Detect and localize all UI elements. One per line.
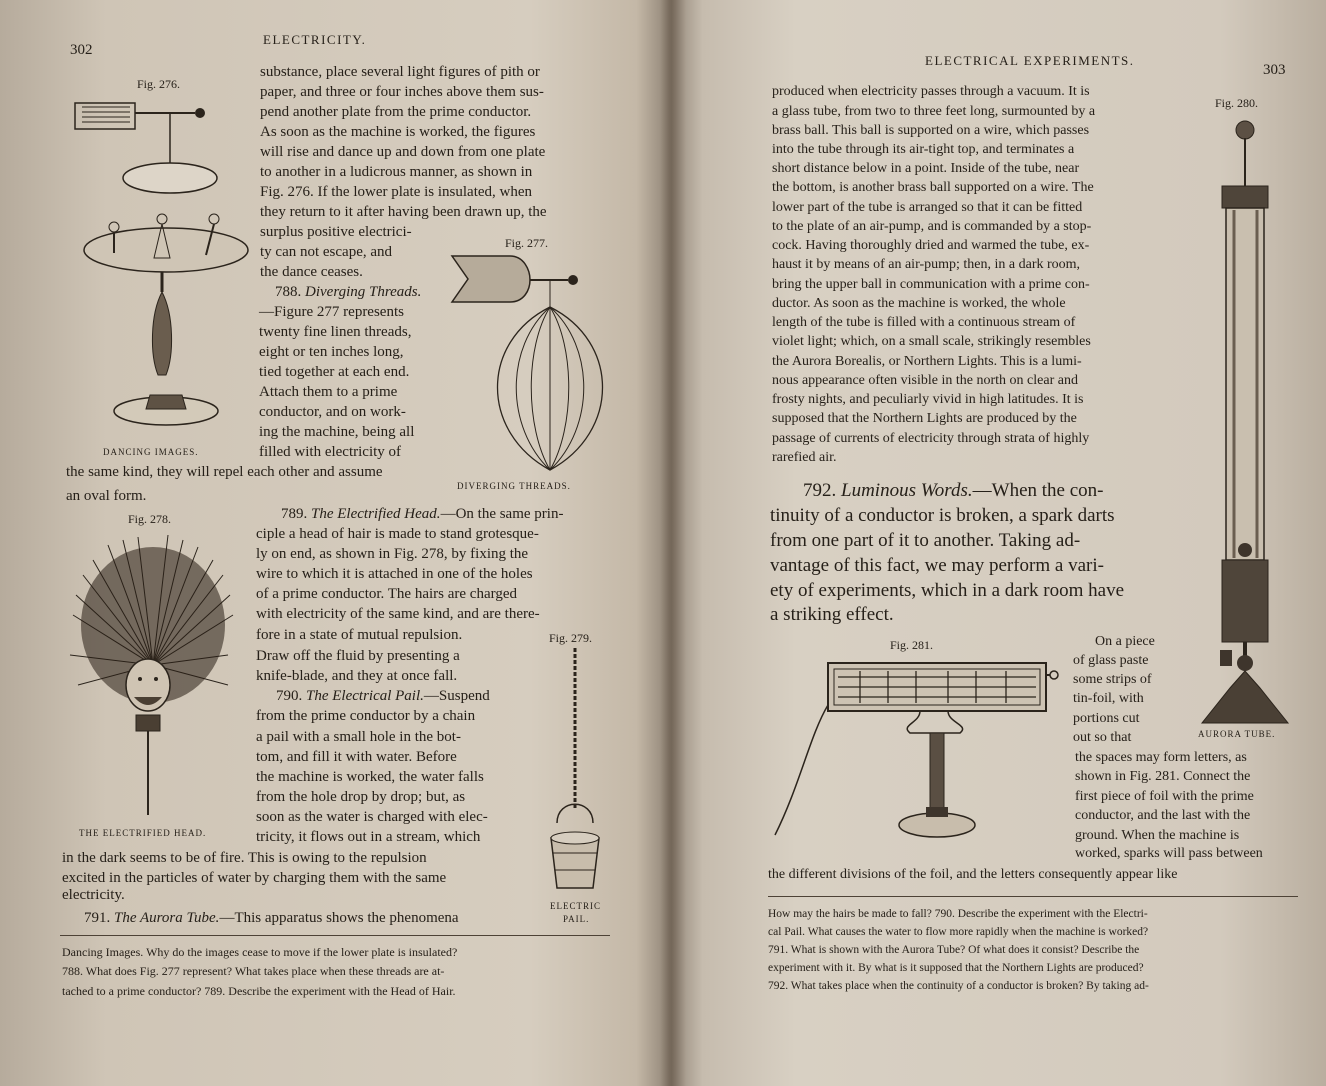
electrified-head-illustration [68, 535, 238, 820]
text-line: nous appearance often visible in the north on clear and [772, 373, 1078, 388]
text-line: ground. When the machine is [1075, 828, 1240, 843]
section-788-heading: 788. Diverging Threads. [275, 284, 422, 300]
fig-279-label: Fig. 279. [549, 631, 593, 645]
text-line: tinuity of a conductor is broken, a spark darts [770, 505, 1115, 526]
text-line: from one part of it to another. Taking ad- [770, 530, 1081, 551]
text-line: the Aurora Borealis, or Northern Lights. This is a lumi- [772, 354, 1082, 369]
left-running-head: ELECTRICITY. [263, 32, 367, 47]
text-line: twenty fine linen threads, [259, 324, 412, 340]
fig-276-caption: DANCING IMAGES. [103, 447, 199, 457]
text-line: length of the tube is filled with a continuous stream of [772, 315, 1076, 330]
text-line: On a piece [1095, 634, 1155, 649]
text-line: soon as the water is charged with elec- [256, 809, 488, 825]
text-line: the spaces may form letters, as [1075, 750, 1247, 765]
text-line: lower part of the tube is arranged so that it can be fitted [772, 200, 1083, 215]
text-line: Attach them to a prime [259, 384, 398, 400]
text-line: short distance below in a point. Inside of the tube, near [772, 161, 1080, 176]
text-line: ing the machine, being all [259, 424, 415, 440]
text-line: a glass tube, from two to three feet long, surmounted by a [772, 104, 1096, 119]
text-line: eight or ten inches long, [259, 344, 404, 360]
text-line: out so that [1073, 730, 1132, 745]
text-line: pend another plate from the prime conductor. [260, 104, 532, 120]
text-line: from the hole drop by drop; but, as [256, 789, 466, 805]
text-line: conductor, and the last with the [1075, 808, 1251, 823]
text-line: passage of currents of electricity through strata of highly [772, 431, 1090, 446]
right-page-number: 303 [1263, 62, 1286, 78]
left-page-number: 302 [70, 42, 93, 58]
fig-279-caption-line2: PAIL. [563, 914, 590, 924]
text-line: As soon as the machine is worked, the figures [260, 124, 536, 140]
text-line: ly on end, as shown in Fig. 278, by fixing the [256, 546, 529, 562]
question-line: experiment with it. By what is it supposed that the Northern Lights are produced? [768, 962, 1144, 974]
text-line: Fig. 276. If the lower plate is insulated, when [260, 184, 533, 200]
fig-280-caption: AURORA TUBE. [1198, 729, 1276, 739]
text-line: frosty nights, and peculiarly vivid in high latitudes. It is [772, 392, 1084, 407]
text-line: cock. Having thoroughly dried and warmed the tube, ex- [772, 238, 1090, 253]
text-line: filled with electricity of [259, 444, 402, 460]
electric-pail-illustration [545, 648, 605, 898]
question-line: 791. What is shown with the Aurora Tube? Of what does it consist? Describe the [768, 944, 1140, 956]
text-line: ciple a head of hair is made to stand grotesque- [256, 526, 539, 542]
luminous-words-illustration [770, 655, 1070, 855]
fig-281-label: Fig. 281. [890, 638, 934, 652]
text-line: electricity. [62, 887, 125, 903]
text-line: the machine is worked, the water falls [256, 769, 484, 785]
text-line: ductor. As soon as the machine is worked, the whole [772, 296, 1066, 311]
fig-277-label: Fig. 277. [505, 236, 549, 250]
fig-280-label: Fig. 280. [1215, 96, 1259, 110]
text-line: supposed that the Northern Lights are produced by the [772, 411, 1077, 426]
section-791-heading: 791. The Aurora Tube.—This apparatus shows the phenomena [84, 910, 459, 926]
text-line: conductor, and on work- [259, 404, 406, 420]
text-line: rarefied air. [772, 450, 837, 465]
text-line: substance, place several light figures of pith or [260, 64, 540, 80]
diverging-threads-illustration [450, 252, 610, 477]
question-line: cal Pail. What causes the water to flow more rapidly when the machine is worked? [768, 926, 1149, 938]
fig-277-caption: DIVERGING THREADS. [457, 481, 571, 491]
text-line: tom, and fill it with water. Before [256, 749, 457, 765]
text-line: fore in a state of mutual repulsion. [256, 627, 463, 643]
right-question-divider [768, 896, 1298, 897]
text-line: ety of experiments, which in a dark room have [770, 580, 1125, 601]
section-789-heading: 789. The Electrified Head.—On the same prin- [281, 506, 564, 522]
text-line: of glass paste [1073, 653, 1149, 668]
text-line: will rise and dance up and down from one plate [260, 144, 546, 160]
text-line: from the prime conductor by a chain [256, 708, 476, 724]
text-line: excited in the particles of water by charging them with the same [62, 870, 447, 886]
section-792-heading: 792. Luminous Words.—When the con- [803, 480, 1104, 501]
text-line: ty can not escape, and [260, 244, 393, 260]
right-running-head: ELECTRICAL EXPERIMENTS. [925, 53, 1135, 68]
aurora-tube-illustration [1190, 118, 1300, 728]
text-line: the dance ceases. [260, 264, 363, 280]
text-line: the different divisions of the foil, and the letters consequently appear like [768, 867, 1178, 882]
text-line: a pail with a small hole in the bot- [256, 729, 461, 745]
question-line: 788. What does Fig. 277 represent? What takes place when these threads are at- [62, 964, 445, 978]
text-line: haust it by means of an air-pump; then, in a dark room, [772, 257, 1081, 272]
text-line: into the tube through its air-tight top, and terminates a [772, 142, 1075, 157]
text-line: with electricity of the same kind, and are there- [256, 606, 540, 622]
text-line: shown in Fig. 281. Connect the [1075, 769, 1251, 784]
left-question-divider [60, 935, 610, 936]
text-line: first piece of foil with the prime [1075, 789, 1254, 804]
text-line: tied together at each end. [259, 364, 410, 380]
text-line: produced when electricity passes through a vacuum. It is [772, 84, 1090, 99]
text-line: tricity, it flows out in a stream, which [256, 829, 481, 845]
dancing-images-illustration [70, 95, 250, 425]
fig-276-label: Fig. 276. [137, 77, 181, 91]
text-line: violet light; which, on a small scale, strikingly resembles [772, 334, 1091, 349]
text-line: Draw off the fluid by presenting a [256, 648, 460, 664]
question-line: How may the hairs be made to fall? 790. Describe the experiment with the Electri- [768, 908, 1148, 920]
question-line: 792. What takes place when the continuity of a conductor is broken? By taking ad- [768, 980, 1149, 992]
text-line: to another in a ludicrous manner, as shown in [260, 164, 533, 180]
text-line: the bottom, is another brass ball supported on a wire. The [772, 180, 1094, 195]
text-line: worked, sparks will pass between [1075, 846, 1263, 861]
fig-278-label: Fig. 278. [128, 512, 172, 526]
text-line: a striking effect. [770, 604, 894, 625]
book-spine [660, 0, 686, 1086]
text-line: surplus positive electrici- [260, 224, 412, 240]
fig-279-caption-line1: ELECTRIC [550, 901, 601, 911]
text-line: they return to it after having been drawn up, the [260, 204, 547, 220]
text-line: tin-foil, with [1073, 691, 1144, 706]
text-line: an oval form. [66, 488, 147, 504]
question-line: tached to a prime conductor? 789. Describe the experiment with the Head of Hair. [62, 984, 456, 998]
text-line: the same kind, they will repel each other and assume [66, 464, 383, 480]
section-790-heading: 790. The Electrical Pail.—Suspend [276, 688, 490, 704]
text-line: wire to which it is attached in one of the holes [256, 566, 533, 582]
text-line: paper, and three or four inches above them sus- [260, 84, 544, 100]
text-line: brass ball. This ball is supported on a wire, which passes [772, 123, 1090, 138]
text-line: of a prime conductor. The hairs are charged [256, 586, 518, 602]
text-line: to the plate of an air-pump, and is commanded by a stop- [772, 219, 1092, 234]
text-line: in the dark seems to be of fire. This is owing to the repulsion [62, 850, 427, 866]
text-line: bring the upper ball in communication with a prime con- [772, 277, 1090, 292]
text-line: vantage of this fact, we may perform a vari- [770, 555, 1104, 576]
text-line: knife-blade, and they at once fall. [256, 668, 458, 684]
text-line: portions cut [1073, 711, 1140, 726]
question-line: Dancing Images. Why do the images cease to move if the lower plate is insulated? [62, 945, 458, 959]
text-line: some strips of [1073, 672, 1152, 687]
text-line: —Figure 277 represents [259, 304, 404, 320]
fig-278-caption: THE ELECTRIFIED HEAD. [79, 828, 207, 838]
